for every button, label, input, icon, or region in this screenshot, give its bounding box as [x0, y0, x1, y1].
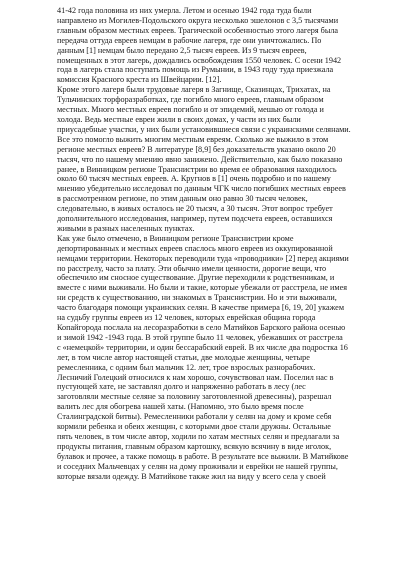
text-line: заготовляли местные селяне за половину заготовленной древесины), разрешал [57, 392, 332, 402]
text-line: дополнительного исследования, например, путем подсчета евреев, оставшихся [57, 214, 333, 224]
text-line: обеспечило им сносное существование. Другие переходили к родственникам, и [57, 273, 335, 283]
text-line: Кроме этого лагеря были трудовые лагеря в Загнище, Сказинцах, Трихатах, на [57, 85, 331, 95]
body-text [57, 6, 386, 482]
text-line: около 60 тысяч местных евреев. А. Кругнов в [1] очень подробно и по нашему [57, 174, 331, 184]
text-line: в рассмотренном регионе, по этим данным оно равно 30 тысяч человек, [57, 194, 308, 204]
text-line: продукты питания, главным образом картошку, всякую всячину в виде иголок, [57, 441, 332, 451]
text-line: помещенных в этот лагерь, дождались освобождения 1550 человек. С осени 1942 [57, 55, 342, 65]
text-line: ранее, в Винницком регионе Транснистрии во время ее образования находилось [57, 164, 337, 174]
text-line: пять человек, в том числе автор, ходили по хатам местных селян и предлагали за [57, 431, 340, 441]
text-line: данным [1] немцам было передано 2,5 тысяч евреев. Из 9 тысяч евреев, [57, 45, 307, 55]
text-line: булавок и прочее, а также помощь в работе. В результате все выжили. В Матийкове [57, 451, 349, 461]
text-line: немцами территории. Некоторых переводили туда «проводники» [2] перед акциями [57, 253, 349, 263]
text-line: ремесленника, с одним был мальчик 12. лет, трое взрослых разнорабочих. [57, 362, 316, 372]
text-line: года в лагерь стала поступать помощь из Румынии, в 1943 году туда приезжала [57, 65, 334, 75]
text-line: кормили ребенка и обеих женщин, с которыми двое стали дружны. Остальные [57, 422, 331, 432]
text-line: холода. Ведь местные евреи жили в своих домах, у части из них были [57, 114, 301, 124]
text-line: тысяч, что по нашему мнению явно занижено. Действительно, как было показано [57, 154, 343, 164]
text-line: направлено из Могилев-Подольского округа несколько эшелонов с 3,5 тысячами [57, 15, 339, 25]
text-line: местных. Много местных евреев погибло и от эпидемий, мешью от голода и [57, 105, 324, 115]
text-line: по расстрелу, часто за плату. Эти обычно имели ценности, дорогие вещи, что [57, 263, 327, 273]
text-line: Лесничий Голецкий относился к нам хорошо, сочувствовал нам. Поселил нас в [57, 372, 334, 382]
text-line: валить лес для обогрева нашей хаты. (Напомню, это было время после [57, 402, 304, 412]
text-line: вместе с ними выживали. Но были и такие, которые убежали от расстрела, не имея [57, 283, 347, 293]
text-line: живыми в разных населенных пунктах. [57, 223, 195, 233]
text-line: Копайгорода послала на лесоразработки в село Матийков Барского района осенью [57, 323, 346, 332]
text-line: пустующей хате, не заставлял долго и напряженно работать в лесу (лес [57, 382, 306, 392]
text-line: комиссия Красного креста из Швейцарии. [12]. [57, 75, 222, 85]
text-line: с «немецкой» территории, и один бессарабский еврей. В их числе два подростка 16 [57, 342, 348, 352]
text-line: Сталинградской битвы). Ремесленники работали у селян на дому и кроме себя [57, 412, 332, 422]
text-line: регионе местных евреев? В литературе [8,9] без доказательств указано около 20 [57, 144, 336, 154]
text-line: депортированных и местных евреев спаслось много евреев из оккупированной [57, 243, 333, 253]
text-line: главным образом местных евреев. Трагической особенностью этого лагеря была [57, 25, 339, 35]
text-line: Все это помогло выжить многим местным евреям. Сколько же выжило в этом [57, 134, 329, 144]
text-line: Как уже было отмечено, в Винницком регионе Транснистрии кроме [57, 233, 294, 243]
text-line: следовательно, в живых осталось не 20 тысяч, а 30 тысяч. Этот вопрос требует [57, 204, 333, 214]
text-line: ни средств к существованию, ни знакомых в Транснистрии. Но и эти выживали, [57, 293, 337, 303]
text-line: на судьбу группы евреев из 12 человек, которых еврейская община города [57, 313, 316, 323]
text-line: передача оттуда евреев немцам в рабочие лагеря, где они уничтожались. По [57, 35, 322, 45]
text-line: часто благодаря помощи украинских селян. В качестве примера [6, 19, 20] укажем [57, 303, 344, 313]
text-line: 41-42 года половина из них умерла. Летом и осенью 1942 года туда были [57, 6, 312, 15]
text-line: приусадебные участки, у них были установившиеся связи с украинскими селянами. [57, 124, 351, 134]
text-line: которые вязали одежду. В Матийкове также жил на виду у всего села у своей [57, 471, 326, 481]
text-line: и зимой 1942 -1943 года. В этой группе было 11 человек, убежавших от расстрела [57, 332, 343, 342]
text-line: лет, в том числе автор настоящей статьи, две молодые женщины, четыре [57, 352, 310, 362]
text-line: мнению убедительно исследовал по данным ЧГК число погибших местных евреев [57, 184, 346, 194]
text-line: Тульчинских торфоразработках, где погибло много евреев, главным образом [57, 95, 324, 105]
text-line: и соседних Мальчевцах у селян на дому проживали и еврейки не нашей группы, [57, 461, 338, 471]
